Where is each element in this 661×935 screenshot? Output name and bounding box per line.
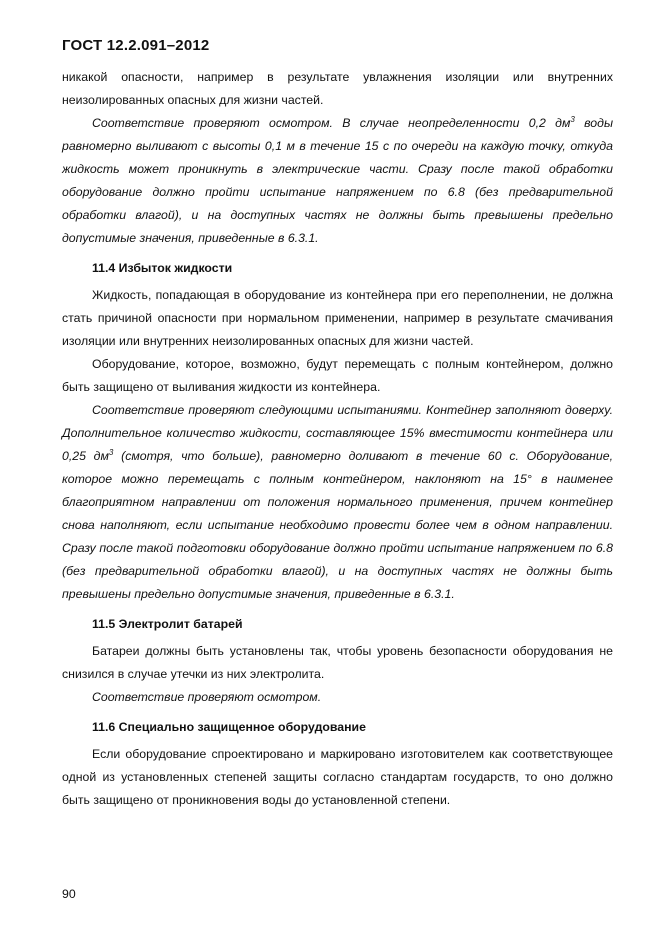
section-heading-11-5: 11.5 Электролит батарей — [92, 617, 243, 631]
superscript: 3 — [108, 447, 114, 457]
document-header: ГОСТ 12.2.091–2012 — [62, 37, 210, 54]
superscript: 3 — [570, 114, 575, 124]
text-fragment: (смотря, что больше), равномерно доливают в течение 60 с. Оборудование, которое можно перемещать с полным контейнером, наклоняют на 15° в наименее благоприятном направлении от положения нормального применения, причем контейнер снова наполняют, если испытание необходимо провести более чем в одном направлении. Сразу после такой подготовки оборудование должно пройти испытание напряжением по 6.8 (без предварительной обработки влагой), и на доступных частях не должны быть превышены предельно допустимые значения, приведенные в 6.3.1. — [62, 449, 614, 601]
section-heading-11-6: 11.6 Специально защищенное оборудование — [92, 720, 366, 734]
body-paragraph: Жидкость, попадающая в оборудование из контейнера при его переполнении, не должна стать причиной опасности при нормальном применении, например в результате смачивания изоляции или внутренних неизолированных опасных для жизни частей. — [62, 288, 613, 348]
page-number: 90 — [62, 887, 76, 901]
section-heading-11-4: 11.4 Избыток жидкости — [92, 261, 233, 275]
body-paragraph: Оборудование, которое, возможно, будут перемещать с полным контейнером, должно быть защищено от выливания жидкости из контейнера. — [62, 357, 613, 394]
compliance-check-paragraph — [62, 399, 613, 606]
page-body — [62, 66, 613, 812]
text-fragment: воды равномерно выливают с высоты 0,1 м в течение 15 с по очереди на каждую точку, откуда жидкость может проникнуть в электрические части. Сразу после такой обработки оборудование должно пройти испытание напряжением по 6.8 (без предварительной обработки влагой), и на доступных частях не должны быть превышены предельно допустимые значения, приведенные в 6.3.1. — [62, 116, 613, 245]
compliance-check-paragraph — [62, 112, 613, 250]
text-fragment: Соответствие проверяют следующими испытаниями. Контейнер заполняют доверху. Дополнительное количество жидкости, составляющее 15% вместимости контейнера или 0,25 дм — [62, 403, 613, 463]
body-paragraph: Батареи должны быть установлены так, чтобы уровень безопасности оборудования не снизился в случае утечки из них электролита. — [62, 644, 613, 681]
compliance-check-paragraph: Соответствие проверяют осмотром. — [92, 690, 322, 704]
continued-paragraph: никакой опасности, например в результате увлажнения изоляции или внутренних неизолированных опасных для жизни частей. — [62, 70, 613, 107]
body-paragraph: Если оборудование спроектировано и маркировано изготовителем как соответствующее одной из установленных степеней защиты согласно стандартам государств, то оно должно быть защищено от проникновения воды до установленной степени. — [62, 747, 613, 807]
text-fragment: Соответствие проверяют осмотром. В случае неопределенности 0,2 дм — [92, 116, 571, 130]
